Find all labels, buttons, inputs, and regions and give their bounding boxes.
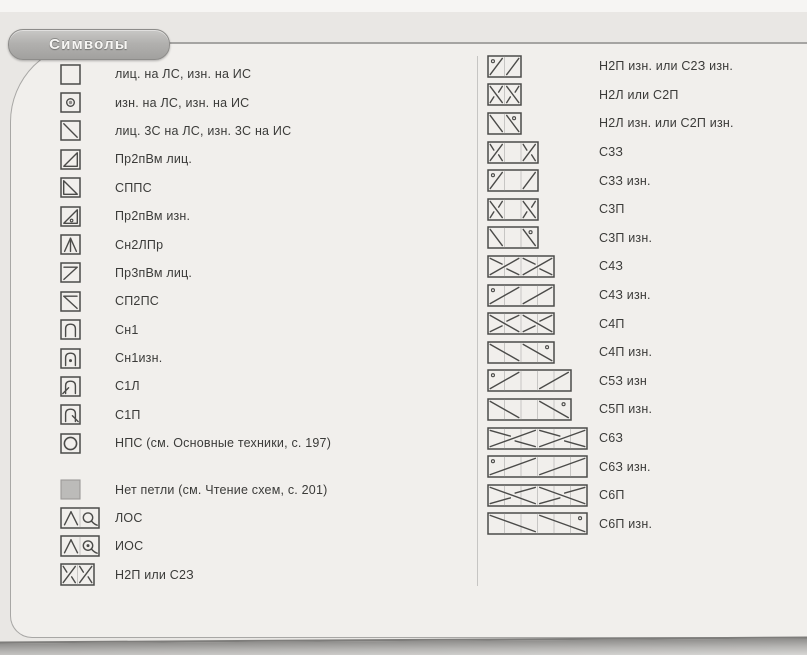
symbol-label: С4З xyxy=(599,259,624,274)
symbol-label: Н2Л или С2П xyxy=(599,87,679,102)
symbol-label: С6П изн. xyxy=(599,516,653,531)
sl2-psso-icon xyxy=(60,234,115,255)
symbol-label: С4З изн. xyxy=(599,288,651,303)
legend-row xyxy=(60,475,460,503)
cable-3-back-icon xyxy=(487,141,599,164)
symbol-label: Сн1изн. xyxy=(115,351,163,366)
cable-6-front-purl-icon xyxy=(487,512,599,535)
legend-row xyxy=(487,138,807,167)
symbol-label: Пр2пВм лиц. xyxy=(115,152,193,167)
symbol-label: Сн2ЛПр xyxy=(115,237,164,252)
symbol-label: ЛОС xyxy=(115,511,143,526)
cable-5-back-purl-icon xyxy=(487,369,599,392)
cable-2-back-icon xyxy=(60,563,115,586)
symbol-label: СП2ПС xyxy=(115,294,159,309)
legend-row xyxy=(60,60,460,88)
purl-stitch-icon xyxy=(60,92,115,113)
legend-row xyxy=(60,174,460,202)
symbol-label: Н2П изн. или С2З изн. xyxy=(599,59,734,74)
slip1-purl-icon xyxy=(60,348,115,369)
cable-4-front-icon xyxy=(487,312,599,335)
cable-2-front-purl-icon xyxy=(487,112,599,135)
legend-row xyxy=(487,452,807,481)
left-wrap-icon xyxy=(60,507,115,529)
section-title-pill xyxy=(8,29,170,60)
cable-4-back-icon xyxy=(487,255,599,278)
cable-3-front-purl-icon xyxy=(487,226,599,249)
legend-row xyxy=(487,395,807,424)
page-title: Символы xyxy=(49,36,129,53)
slip1-icon xyxy=(60,319,115,340)
knit-stitch-icon xyxy=(60,64,115,85)
page-bottom-edge xyxy=(0,637,807,655)
symbol-label: Нет петли (см. Чтение схем, с. 201) xyxy=(115,482,328,497)
legend-row xyxy=(487,338,807,367)
symbol-label: С6З изн. xyxy=(599,459,651,474)
symbol-label: Пр3пВм лиц. xyxy=(115,265,193,280)
symbol-label: С4П изн. xyxy=(599,345,653,360)
symbol-label: Н2Л изн. или С2П изн. xyxy=(599,116,734,131)
legend-row xyxy=(60,259,460,287)
cable-3-back-purl-icon xyxy=(487,169,599,192)
symbol-label: ИОС xyxy=(115,539,144,554)
symbol-label: СППС xyxy=(115,180,152,195)
symbol-label: С5П изн. xyxy=(599,402,653,417)
cable-6-back-icon xyxy=(487,427,599,450)
make1-right-icon xyxy=(60,404,115,425)
k2tog-icon xyxy=(60,149,115,170)
sssk-icon xyxy=(60,291,115,312)
legend-row xyxy=(60,532,460,560)
ssk-icon xyxy=(60,177,115,198)
legend-row xyxy=(60,372,460,400)
p2tog-icon xyxy=(60,206,115,227)
symbol-label: лиц. 3С на ЛС, изн. 3С на ИС xyxy=(115,123,292,138)
cable-6-front-icon xyxy=(487,484,599,507)
legend-row xyxy=(60,88,460,116)
symbol-label: Сн1 xyxy=(115,322,139,337)
legend-row xyxy=(487,367,807,396)
symbol-label: С3П изн. xyxy=(599,230,653,245)
symbol-label: лиц. на ЛС, изн. на ИС xyxy=(115,67,252,82)
legend-row xyxy=(487,424,807,453)
symbol-label: С6З xyxy=(599,431,624,446)
cable-2-back-purl-icon xyxy=(487,55,599,78)
twisted-stitch-icon xyxy=(60,120,115,141)
legend-row xyxy=(487,281,807,310)
symbol-label: С3З изн. xyxy=(599,173,651,188)
legend-row xyxy=(487,166,807,195)
legend-row xyxy=(60,316,460,344)
legend-row xyxy=(60,287,460,315)
legend-row xyxy=(487,309,807,338)
legend-row xyxy=(60,117,460,145)
legend-row xyxy=(487,510,807,539)
column-divider xyxy=(477,56,478,586)
symbols-column-left xyxy=(60,60,460,589)
legend-row xyxy=(487,481,807,510)
k3tog-icon xyxy=(60,262,115,283)
symbol-label: С5З изн xyxy=(599,373,648,388)
legend-row xyxy=(487,81,807,110)
legend-row xyxy=(487,109,807,138)
symbol-label: Пр2пВм изн. xyxy=(115,209,191,224)
symbol-label: С4П xyxy=(599,316,625,331)
legend-row xyxy=(60,561,460,589)
cable-4-front-purl-icon xyxy=(487,341,599,364)
legend-row xyxy=(487,52,807,81)
no-stitch-icon xyxy=(60,479,115,500)
symbol-label: НПС (см. Основные техники, с. 197) xyxy=(115,436,332,451)
cable-4-back-purl-icon xyxy=(487,284,599,307)
purl-wrap-icon xyxy=(60,535,115,557)
symbol-label: С3З xyxy=(599,145,624,160)
legend-row xyxy=(60,344,460,372)
header-rule xyxy=(150,42,807,44)
symbol-label: С3П xyxy=(599,202,625,217)
cable-3-front-icon xyxy=(487,198,599,221)
legend-row xyxy=(487,252,807,281)
symbols-column-right xyxy=(487,52,807,538)
symbol-label: С1П xyxy=(115,407,141,422)
make1-left-icon xyxy=(60,376,115,397)
legend-row xyxy=(487,195,807,224)
legend-row xyxy=(487,224,807,253)
legend-row xyxy=(60,202,460,230)
symbol-label: изн. на ЛС, изн. на ИС xyxy=(115,95,250,110)
cable-6-back-purl-icon xyxy=(487,455,599,478)
legend-row xyxy=(60,401,460,429)
legend-row xyxy=(60,504,460,532)
cable-5-front-purl-icon xyxy=(487,398,599,421)
legend-row xyxy=(60,230,460,258)
legend-row xyxy=(60,429,460,457)
symbol-label: С6П xyxy=(599,488,625,503)
symbol-label: Н2П или С2З xyxy=(115,567,194,582)
legend-row xyxy=(60,145,460,173)
yarn-over-icon xyxy=(60,433,115,454)
symbol-label: С1Л xyxy=(115,379,140,394)
cable-2-front-icon xyxy=(487,83,599,106)
